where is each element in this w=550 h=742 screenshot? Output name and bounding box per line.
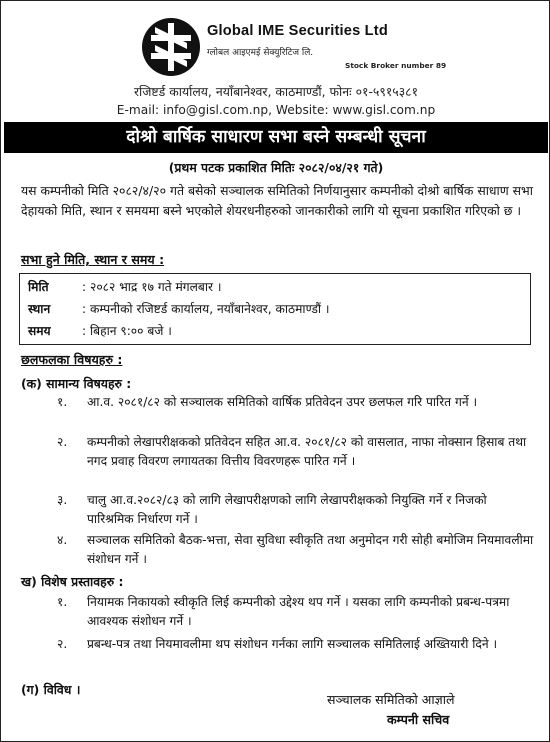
meeting-time-row (28, 320, 172, 342)
contact-line: E-mail: info@gisl.com.np, Website: www.gisl.com.np (116, 103, 436, 117)
item-text: नियामक निकायको स्वीकृति लिई कम्पनीको उद्देश्य थप गर्ने । यसका लागि कम्पनीको प्रबन्ध-पत्रमा आवश्यक संशोधन गर्ने । (87, 595, 510, 628)
row-key: समय (28, 324, 51, 338)
misc-agenda-label: (ग) विविध । (21, 682, 81, 697)
broker-number: Stock Broker number 89 (345, 61, 447, 70)
row-value: : २०८२ भाद्र १७ गते मंगलबार । (82, 280, 222, 294)
notice-intro: यस कम्पनीको मिति २०८२/४/२० गते बसेको सञ्चालक समितिको निर्णयानुसार कम्पनीको दोश्रो बार्षिक साधाण सभा देहायको मिति, स्थान र समयमा बस्ने भएकोले शेयरधनीहरुको जानकारीको लागि यो सूचना प्रकाशित गरिएको छ । (21, 183, 533, 218)
address-line: रजिष्टर्ड कार्यालय, नयाँबानेश्वर, काठमाण्डौं, फोनः ०१-५९१५३८१ (133, 84, 419, 99)
item-number: ३. (57, 493, 68, 507)
item-text: सञ्चालक समितिको बैठक-भत्ता, सेवा सुविधा स्वीकृति तथा अनुमोदन गरी सोही बमोजिम नियमावलीमा संशोधन गर्ने । (87, 533, 534, 566)
general-agenda-label: (क) सामान्य विषयहरु : (21, 376, 132, 391)
meeting-place-row (28, 298, 330, 320)
meeting-date-row (28, 276, 222, 298)
company-name-np: ग्लोबल आइएमई सेक्युरिटिज लि. (207, 48, 314, 58)
letterhead (1, 1, 550, 81)
meeting-details-box (19, 273, 531, 345)
list-item (57, 593, 535, 631)
company-logo-icon (141, 17, 201, 77)
item-number: ४. (57, 533, 68, 547)
item-text: चालु आ.व.२०८२/८३ को लागि लेखापरीक्षणको लागि लेखापरीक्षकको नियुक्ति गर्ने र निजको पारिश्रमिक निर्धारण गर्ने । (87, 493, 487, 526)
published-date: (प्रथम पटक प्रकाशित मितिः २०८२/०४/२१ गते) (168, 160, 384, 175)
item-number: १. (57, 395, 68, 409)
signature-line-1: सञ्चालक समितिको आज्ञाले (327, 692, 455, 707)
item-number: २. (57, 637, 68, 651)
agenda-heading: छलफलका विषयहरु : (21, 352, 123, 367)
item-text: कम्पनीको लेखापरीक्षकको प्रतिवेदन सहित आ.व. २०८१/८२ को वासलात, नाफा नोक्सान हिसाब तथा नगद प्रवाह विवरण लगायतका वित्तीय विवरणहरू पारित गर्ने । (87, 435, 527, 468)
list-item (57, 433, 535, 471)
signature-line-2: कम्पनी सचिव (387, 712, 450, 727)
row-value: : बिहान ९:०० बजे । (82, 324, 172, 338)
item-number: २. (57, 435, 68, 449)
row-key: मिति (28, 280, 49, 294)
item-number: १. (57, 595, 68, 609)
list-item (57, 491, 535, 529)
list-item (57, 531, 535, 569)
row-key: स्थान (28, 302, 51, 316)
meeting-heading: सभा हुने मिति, स्थान र समय : (21, 252, 165, 267)
item-text: आ.व. २०८१/८२ को सञ्चालक समितिको वार्षिक प्रतिवेदन उपर छलफल गरि पारित गर्ने । (87, 395, 478, 409)
special-agenda-label: ख) विशेष प्रस्तावहरु : (21, 574, 124, 589)
notice-title: दोश्रो बार्षिक साधारण सभा बस्ने सम्बन्धी सूचना (4, 122, 548, 153)
item-text: प्रबन्ध-पत्र तथा नियमावलीमा थप संशोधन गर्नका लागि सञ्चालक समितिलाई अख्तियारी दिने । (87, 637, 498, 651)
list-item (57, 635, 535, 654)
list-item (57, 393, 535, 412)
row-value: : कम्पनीको रजिष्टर्ड कार्यालय, नयाँबानेश्वर, काठमाण्डौं । (82, 302, 330, 316)
company-name-en: Global IME Securities Ltd (207, 23, 388, 39)
